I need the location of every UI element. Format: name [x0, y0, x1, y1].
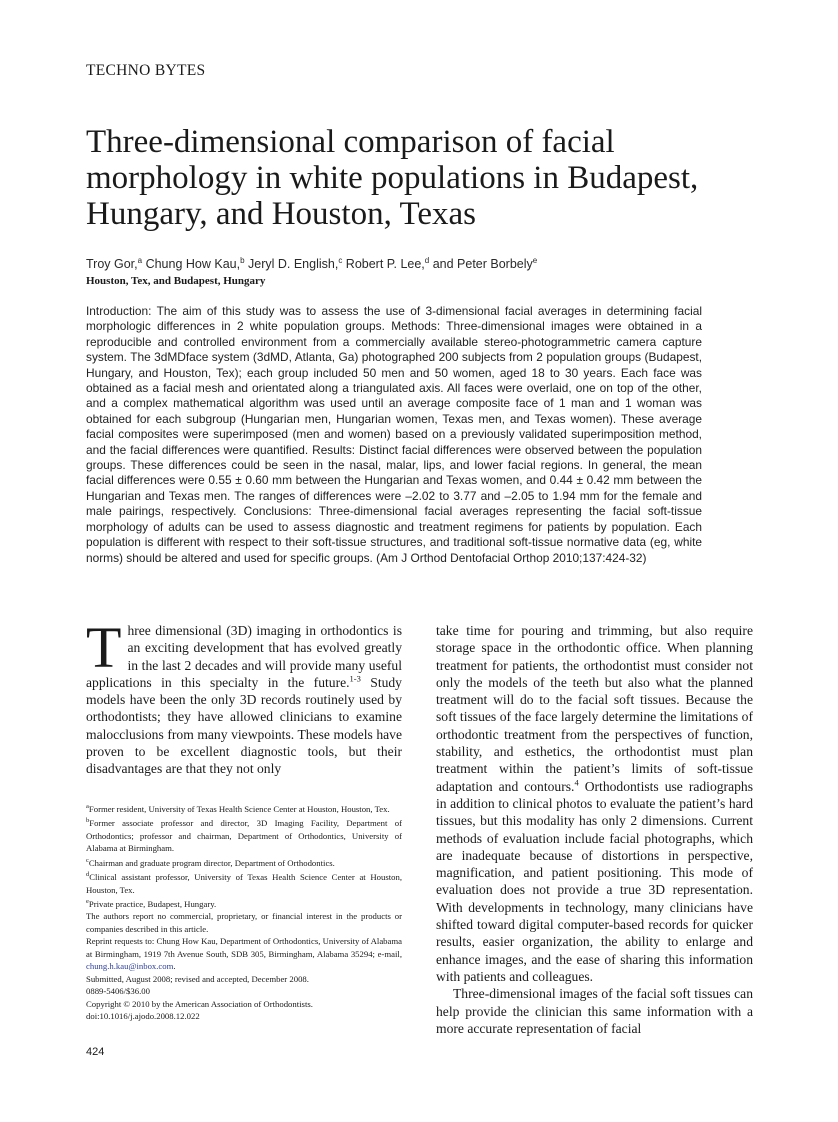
email-link[interactable]: chung.h.kau@inbox.com: [86, 961, 174, 972]
affiliation: Houston, Tex, and Budapest, Hungary: [86, 275, 266, 287]
footnote: $^b$Former associate professor and director, 3D Imaging Facility, Department of Orthodontics; professor and chairman, Department of Orthodontics, University of Alabama at Birmingham.: [86, 817, 402, 854]
author-name: Chung How Kau,: [142, 257, 241, 272]
body-text: take time for pouring and trimming, but also require storage space in the orthodontic office. When planning treatment for patients, the orthodontist must consider not only the models of the teeth but also what the planned treatment will do to the facial soft tissues. Because the soft tissues of the face largely determine the limitations of orthodontic treatment from the perspectives of function, stability, and esthetics, the orthodontist must plan treatment within the patient’s limits of soft-tissue adaptation and contours.: [436, 623, 753, 794]
author-name: Jeryl D. English,: [244, 257, 339, 272]
footnote: $^d$Clinical assistant professor, University of Texas Health Science Center at Houston, Houston, Tex.: [86, 871, 402, 895]
author-name: Troy Gor,: [86, 257, 138, 272]
footnote: $^a$Former resident, University of Texas Health Science Center at Houston, Houston, Tex.: [86, 803, 390, 814]
article-title: Three-dimensional comparison of facial morphology in white populations in Budapest, Hungary, and Houston, Texas: [86, 124, 699, 232]
page-number: 424: [86, 1046, 105, 1058]
author-affiliation-marker: a: [137, 256, 143, 265]
copyright: Copyright © 2010 by the American Association of Orthodontists.: [86, 998, 313, 1009]
author-affiliation-marker: c: [338, 256, 343, 265]
body-text: Orthodontists use radiographs in addition to clinical photos to evaluate the patient’s hard tissues, but this modality has only 2 dimensions. Current methods of evaluation include facial photographs, which are inadequate because of distortions in perspective, magnification, and patient positioning. This mode of evaluation does not provide a true 3D representation. With developments in technology, many clinicians have shifted toward digital computer-based records for quicker results, easier organization, the ability to enlarge and enhance images, and the ease of sharing this information with patients and colleagues.: [436, 778, 753, 984]
citation-ref[interactable]: 4: [574, 777, 579, 788]
body-text: Study models have been the only 3D records routinely used by orthodontists; they have allowed clinicians to examine malocclusions from many viewpoints. These models have proven to be excellent diagnostic tools, but their disadvantages are that they not only: [86, 674, 402, 777]
footnotes: [86, 801, 402, 1023]
body-column-left: [86, 615, 402, 778]
footnote: $^e$Private practice, Budapest, Hungary.: [86, 898, 217, 909]
issn: 0889-5406/$36.00: [86, 986, 150, 997]
author-affiliation-marker: e: [532, 256, 538, 265]
submission-dates: Submitted, August 2008; revised and accepted, December 2008.: [86, 973, 309, 984]
author-affiliation-marker: d: [424, 256, 430, 265]
author-name: Robert P. Lee,: [342, 257, 425, 272]
drop-cap: T: [86, 615, 122, 680]
author-list: [86, 256, 537, 271]
body-column-right: [436, 622, 753, 1037]
disclosure-note: The authors report no commercial, proprietary, or financial interest in the products or companies described in this article.: [86, 911, 402, 934]
section-label: TECHNO BYTES: [86, 62, 206, 79]
author-name: and Peter Borbely: [429, 257, 533, 272]
body-paragraph: [436, 622, 753, 985]
citation-ref[interactable]: 1-3: [349, 673, 361, 684]
reprint-requests: Reprint requests to: Chung How Kau, Department of Orthodontics, University of Alabama at Birmingham, 1919 7th Avenue South, SDB 305, Birmingham, Alabama 35294; e-mail, chung.h.kau@inbox.com.: [86, 936, 402, 972]
footnote: $^c$Chairman and graduate program director, Department of Orthodontics.: [86, 856, 335, 868]
abstract: Introduction: The aim of this study was to assess the use of 3-dimensional facial averages in determining facial morphologic differences in 2 white population groups. Methods: Three-dimensional images were obtained in a reproducible and controlled environment from a commercially available stereo-photogrammetric camera capture system. The 3dMDface system (3dMD, Atlanta, Ga) photographed 200 subjects from 2 population groups (Budapest, Hungary, and Houston, Tex); each group included 50 men and 50 women, aged 18 to 30 years. Each face was obtained as a facial mesh and orientated along a triangulated axis. All faces were overlaid, one on top of the other, and a complex mathematical algorithm was used until an average composite face of 1 man and 1 woman was obtained for each subgroup (Hungarian men, Hungarian women, Texas men, and Texas women). These average facial composites were superimposed (men and women) based on a previously validated superimposition method, and the facial differences were quantified. Results: Distinct facial differences were observed between the population groups. These differences could be seen in the nasal, malar, lips, and lower facial regions. In general, the mean facial differences were 0.55 ± 0.60 mm between the Hungarian and Texas women, and 0.44 ± 0.42 mm between the Hungarian and Texas men. The ranges of differences were –2.02 to 3.77 and –2.05 to 1.94 mm for the female and male pairings, respectively. Conclusions: Three-dimensional facial averages representing the facial soft-tissue morphology of adults can be used to assess diagnostic and treatment regimens for patients by population. Each population is different with respect to their soft-tissue structures, and traditional soft-tissue normative data (eg, white norms) should be altered and used for specific groups. (Am J Orthod Dentofacial Orthop 2010;137:424-32): [86, 304, 702, 565]
body-paragraph: Three-dimensional images of the facial soft tissues can help provide the clinician this same information with a more accurate representation of facial: [436, 986, 753, 1036]
author-affiliation-marker: b: [240, 256, 245, 265]
doi: doi:10.1016/j.ajodo.2008.12.022: [86, 1011, 200, 1022]
body-text: hree dimensional (3D) imaging in orthodontics is an exciting development that has evolved greatly in the last 2 decades and will provide many useful applications in this specialty in the future.: [86, 623, 402, 690]
